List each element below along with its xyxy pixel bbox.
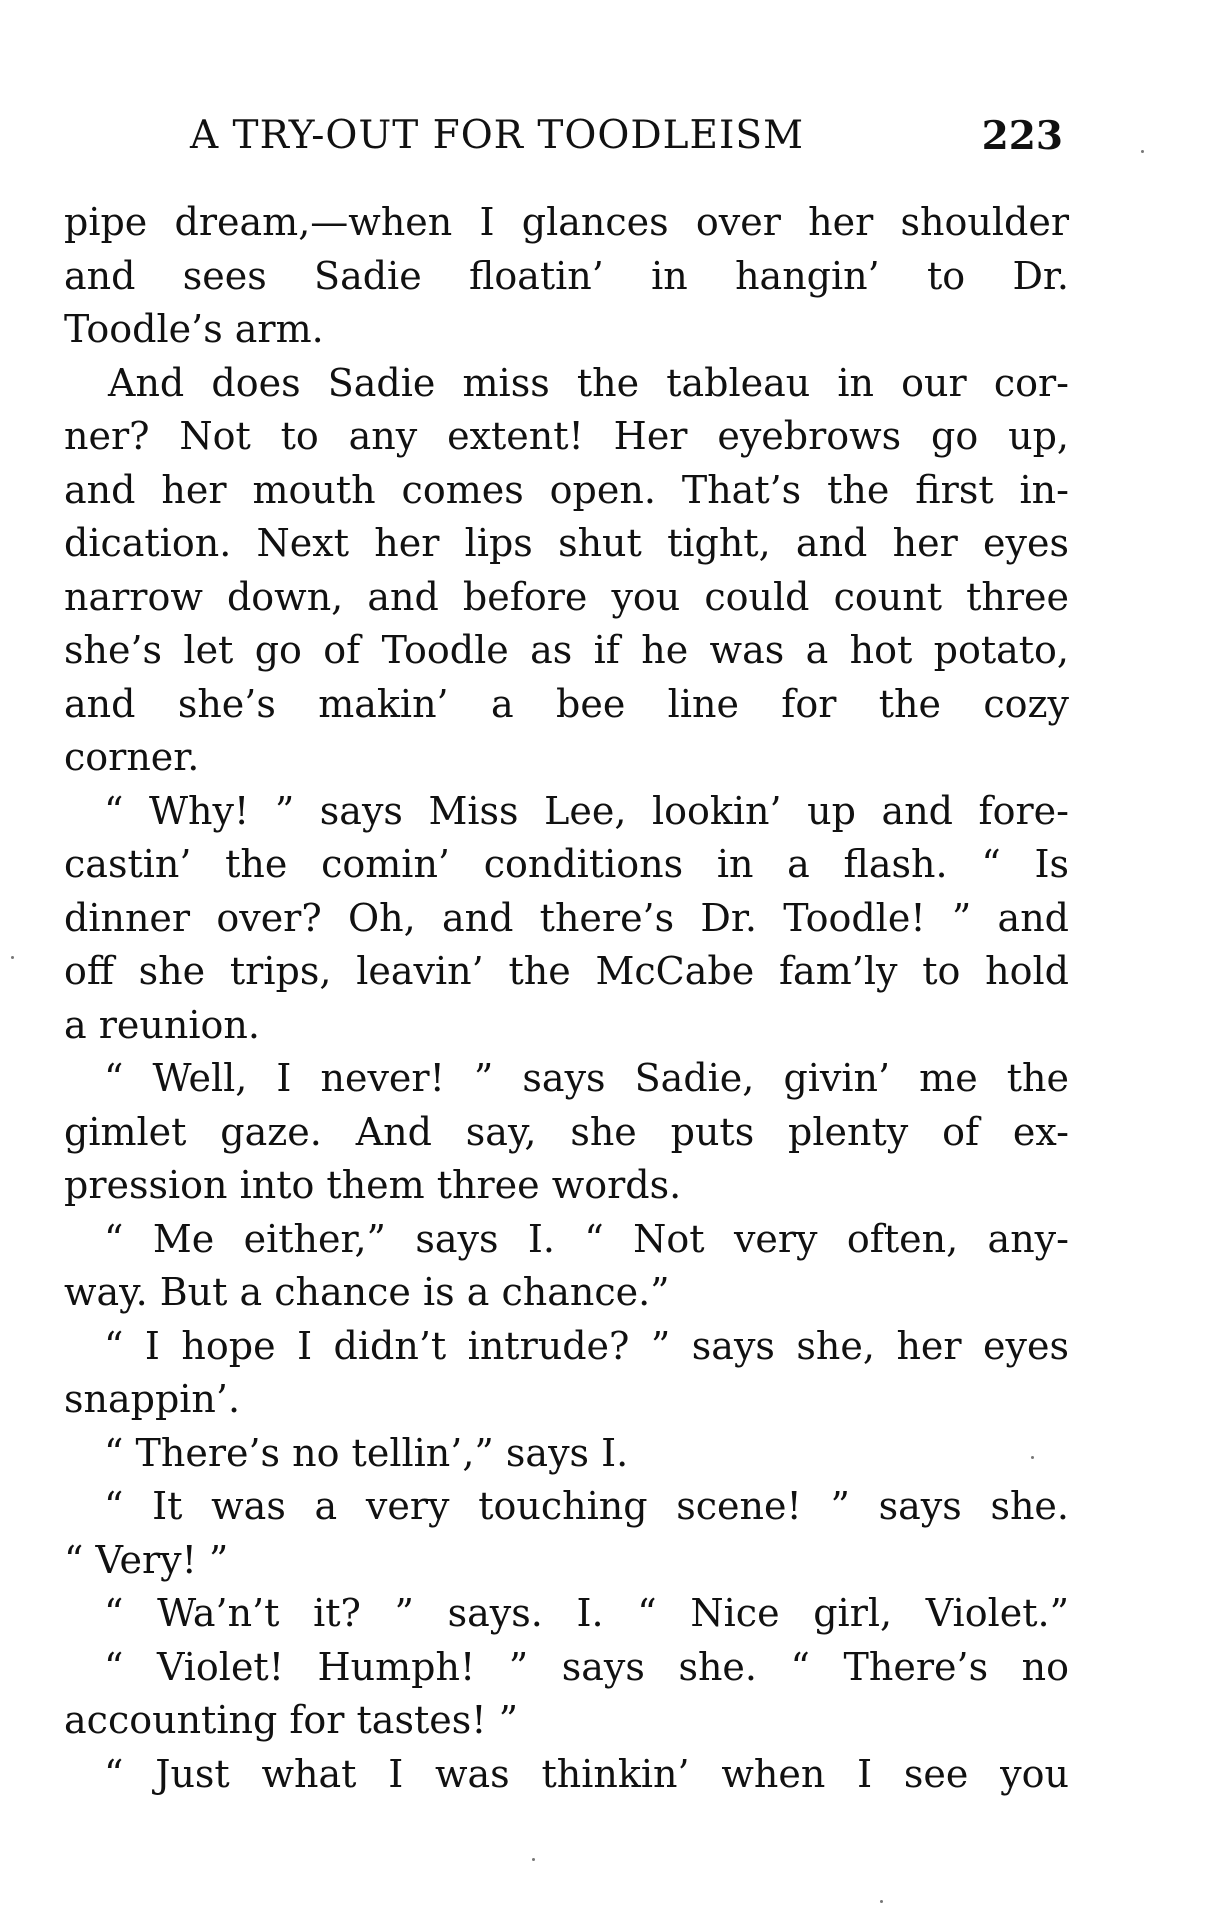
text-line: corner. [64, 735, 200, 779]
text-line: Toodle’s arm. [64, 307, 324, 351]
paper-speck [11, 956, 14, 959]
text-line: and sees Sadie floatin’ in hangin’ to Dr. [64, 253, 1069, 298]
text-line: “ It was a very touching scene! ” says she. [104, 1484, 1069, 1528]
text-line: pression into them three words. [64, 1163, 682, 1207]
text-line: she’s let go of Toodle as if he was a hot potato, [64, 628, 1069, 672]
text-line: gimlet gaze. And say, she puts plenty of ex- [64, 1109, 1069, 1154]
text-line: a reunion. [64, 1002, 260, 1047]
text-line: off she trips, leavin’ the McCabe fam’ly to hold [64, 949, 1069, 993]
text-line: “ Very! ” [64, 1537, 229, 1582]
text-line: narrow down, and before you could count three [64, 574, 1069, 619]
body-text [64, 196, 1069, 1801]
text-line: dinner over? Oh, and there’s Dr. Toodle! ” and [64, 895, 1069, 940]
text-line: ner? Not to any extent! Her eyebrows go up, [64, 414, 1069, 458]
text-line: “ Well, I never! ” says Sadie, givin’ me the [104, 1056, 1069, 1100]
text-line: “ Me either,” says I. “ Not very often, any- [104, 1216, 1069, 1261]
paper-speck [532, 1858, 535, 1861]
text-line: castin’ the comin’ conditions in a flash. “ Is [64, 842, 1069, 886]
text-line: way. But a chance is a chance.” [64, 1270, 670, 1314]
text-line: “ Violet! Humph! ” says she. “ There’s no [104, 1644, 1069, 1689]
text-line: “ Just what I was thinkin’ when I see you [104, 1751, 1069, 1796]
text-line: accounting for tastes! ” [64, 1698, 518, 1742]
running-title: A TRY-OUT FOR TOODLEISM [190, 113, 805, 158]
text-line: pipe dream,—when I glances over her shoulder [64, 200, 1069, 244]
paper-speck [1031, 1456, 1034, 1459]
text-line: “ Why! ” says Miss Lee, lookin’ up and fore- [104, 788, 1069, 833]
running-head [64, 106, 1069, 166]
text-line: and she’s makin’ a bee line for the cozy [64, 681, 1069, 726]
paper-speck [1141, 150, 1144, 153]
text-line: snappin’. [64, 1377, 241, 1421]
page-number: 223 [981, 113, 1063, 159]
text-line: “ Wa’n’t it? ” says. I. “ Nice girl, Violet.” [104, 1591, 1069, 1635]
text-line: “ I hope I didn’t intrude? ” says she, her eyes [104, 1323, 1069, 1368]
text-line: And does Sadie miss the tableau in our cor- [108, 360, 1069, 405]
text-line: “ There’s no tellin’,” says I. [104, 1430, 629, 1475]
text-line: dication. Next her lips shut tight, and her eyes [64, 521, 1069, 565]
text-line: and her mouth comes open. That’s the first in- [64, 467, 1069, 512]
paper-speck [880, 1900, 883, 1903]
